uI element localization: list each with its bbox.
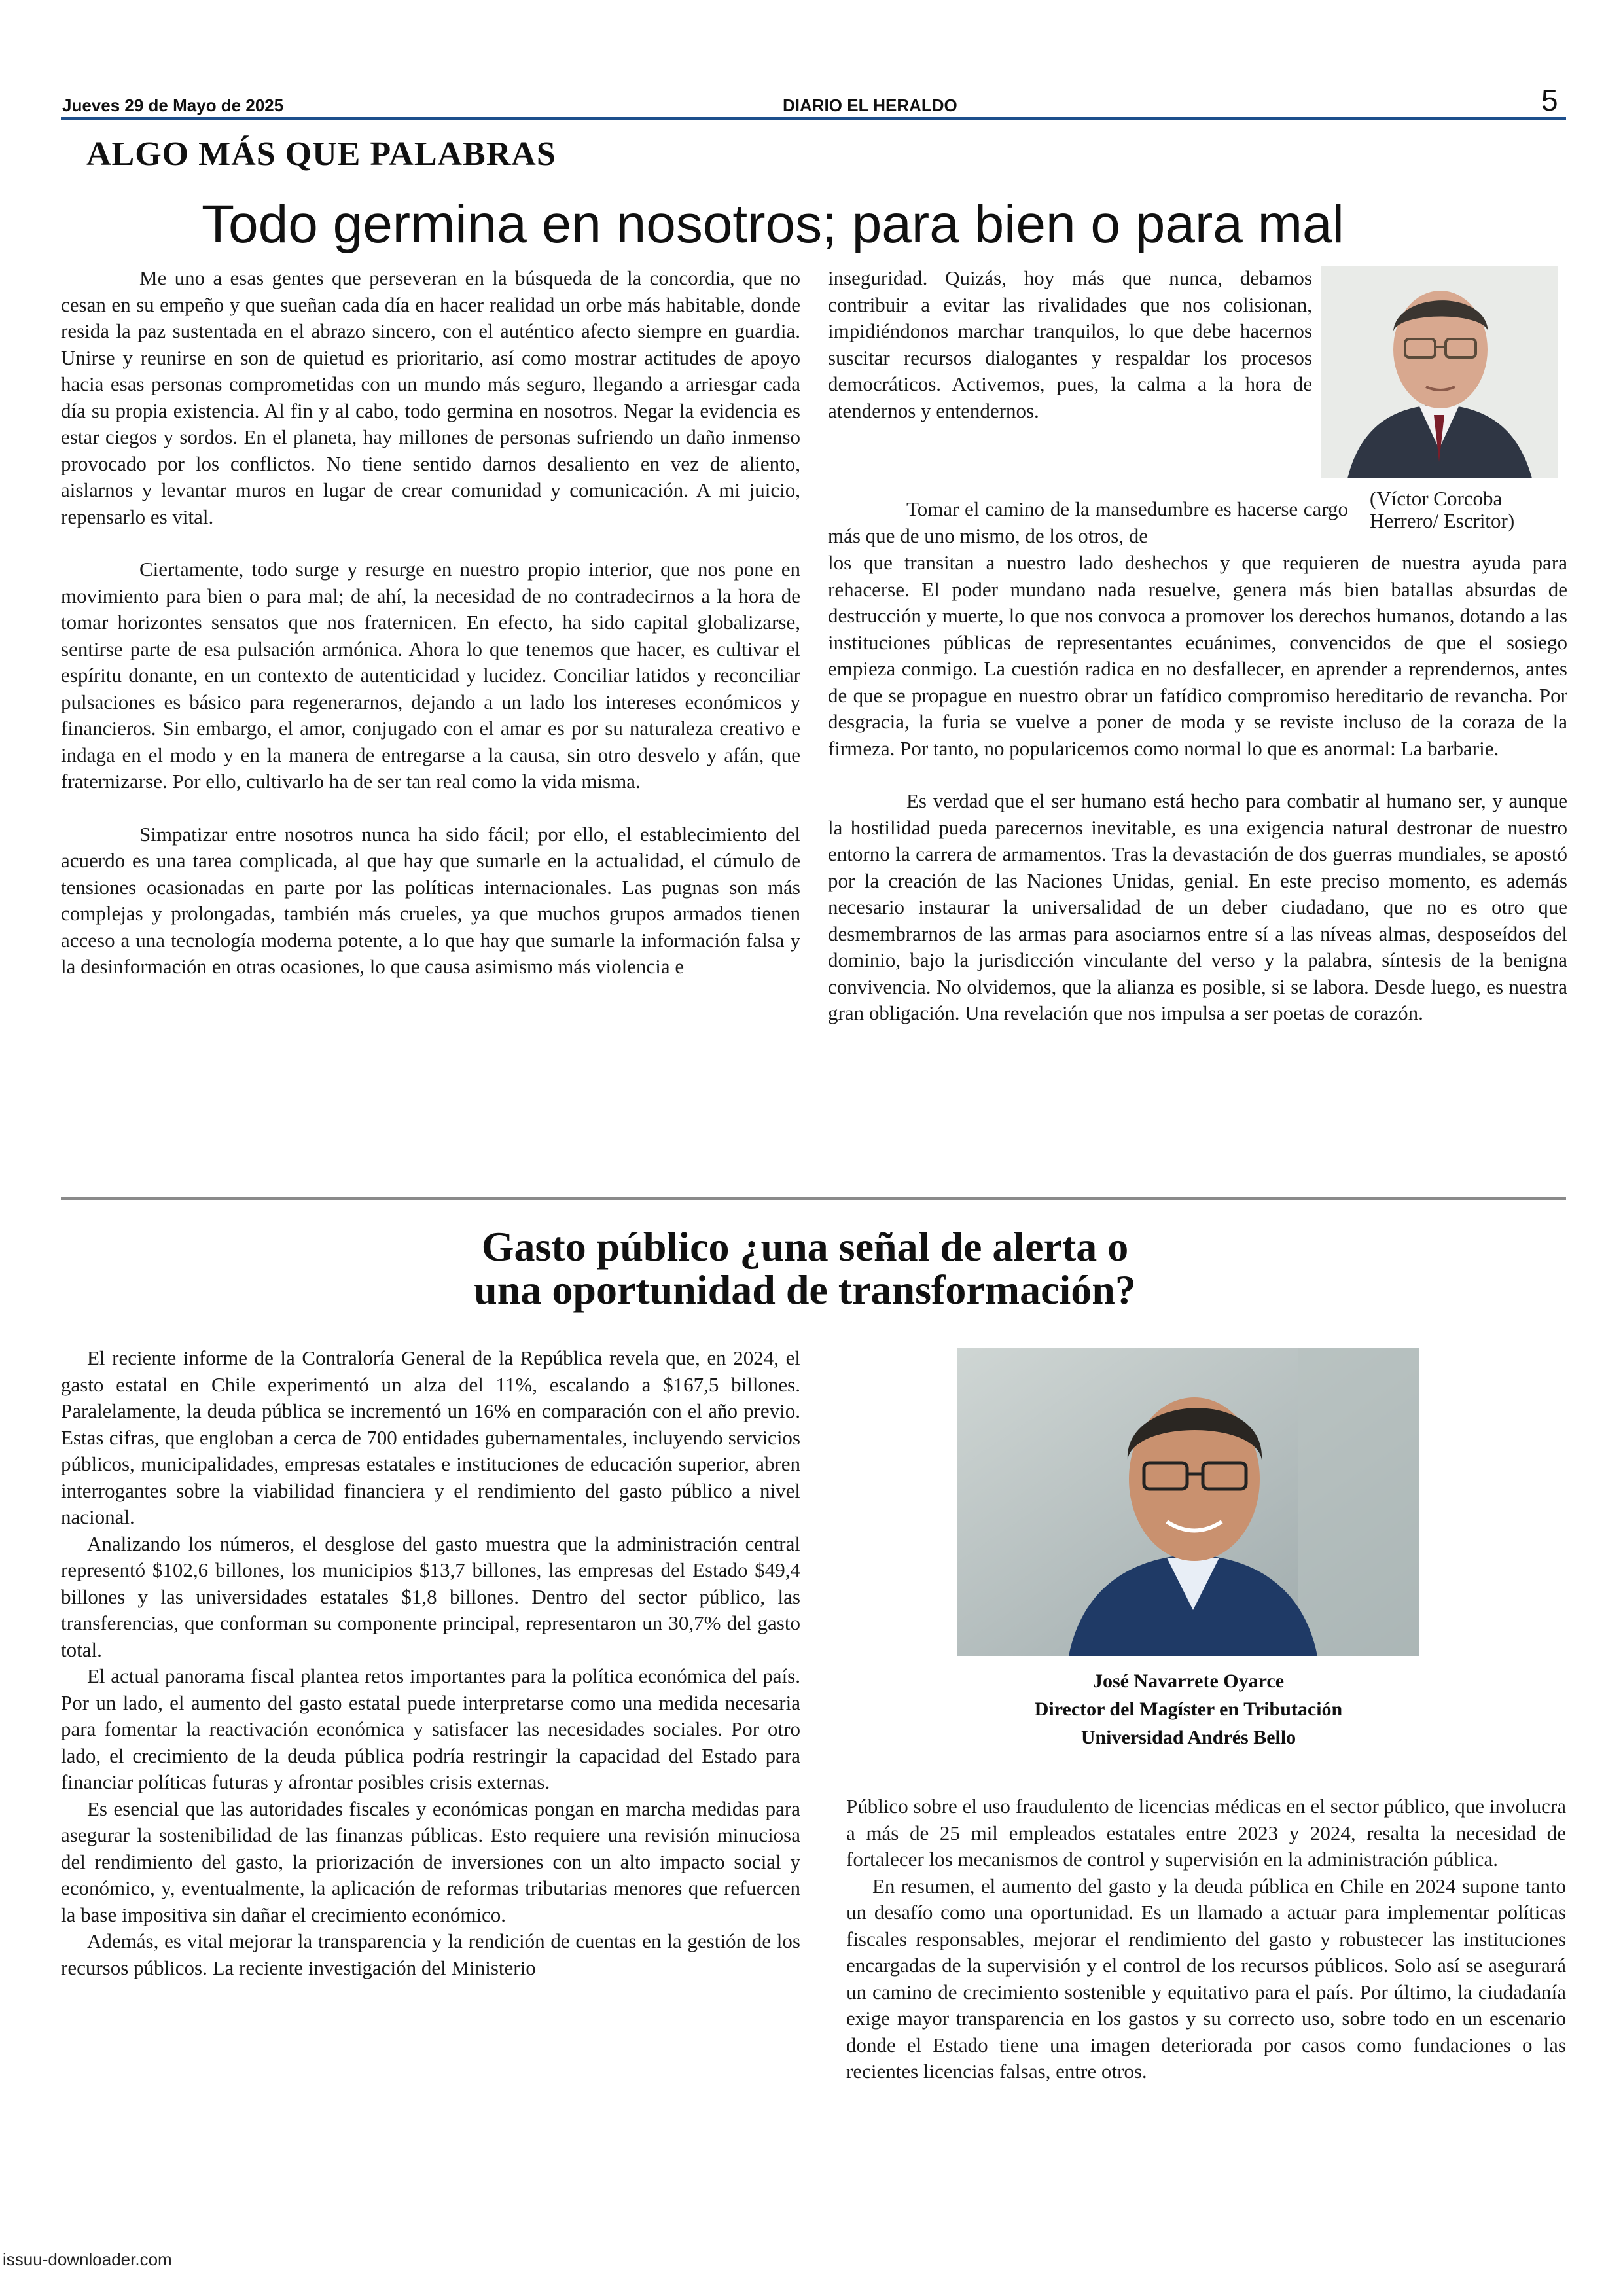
- article-divider: [61, 1197, 1566, 1200]
- header-rule: [61, 117, 1566, 120]
- paragraph: los que transitan a nuestro lado deshechos y que requieren de nuestra ayuda para rehacerse. El poder mundano nada resuelve, genera más bien batallas absurdas de destrucción y muerte, lo que nos convoca a promover los derechos humanos, dotando a las instituciones públicas de representantes ecuánimes, convencidos de que el sosiego empieza conmigo. La cuestión radica en no desfallecer, en aprender a reprendernos, antes de que se propague en nuestro obrar un fatídico compromiso hereditario de revancha. Por desgracia, la furia se vuelve a poner de moda y se reviste incluso de la coraza de la firmeza. Por tanto, no popularicemos como normal lo que es anormal: La barbarie.: [828, 551, 1567, 760]
- paragraph: Simpatizar entre nosotros nunca ha sido fácil; por ello, el establecimiento del acuerdo es una tarea complicada, al que hay que sumarle en la actualidad, el cúmulo de tensiones ocasionadas en parte por las políticas internacionales. Las pugnas son más complejas y prolongadas, también más crueles, ya que muchos grupos armados tienen acceso a una tecnología moderna potente, a lo que hay que sumarle la información falsa y la desinformación en otras ocasiones, lo que causa asimismo más violencia e: [61, 822, 800, 978]
- paragraph: Analizando los números, el desglose del gasto muestra que la administración central representó $102,6 billones, los municipios $13,7 billones, las empresas del Estado $49,4 billones y las universidades estatales $1,8 billones. Dentro del sector público, las transferencias, que conforman su componente principal, representaron un 30,7% del gasto total.: [61, 1532, 800, 1661]
- paragraph: Público sobre el uso fraudulento de licencias médicas en el sector público, que involucra a más de 25 mil empleados estatales entre 2023 y 2024, resalta la necesidad de fortalecer los mecanismos de control y supervisión en la administración pública.: [846, 1795, 1566, 1871]
- page-number: 5: [1541, 83, 1558, 117]
- article2-headline: [262, 1225, 1348, 1312]
- paragraph: inseguridad. Quizás, hoy más que nunca, debamos contribuir a evitar las rivalidades que nos colisionan, impidiéndonos marchar tranquilos, lo que debe hacernos suscitar recursos dialogantes y respaldar los procesos democráticos. Activemos, pues, la calma a la hora de atendernos y entendernos.: [828, 266, 1312, 422]
- author-title: Director del Magíster en Tributación: [1034, 1698, 1343, 1720]
- headline-line: Gasto público ¿una señal de alerta o: [481, 1223, 1129, 1270]
- paragraph: Ciertamente, todo surge y resurge en nuestro propio interior, que nos pone en movimiento para bien o para mal; de ahí, la necesidad de no contradecirnos a la hora de tomar horizontes sensatos que nos fraternicen. En efecto, ha sido capital globalizarse, sentirse parte de esa pulsación armónica. Ahora lo que tenemos que hacer, es cultivar el espíritu donante, en un contexto de autenticidad y lucidez. Conciliar latidos y reconciliar pulsaciones es básico para regenerarnos, dejando a un lado los intereses económicos y financieros. Sin embargo, el amor, conjugado con el amar es por su naturaleza creativo e indaga en el modo y en la manera de entregarse a la causa, sin otro desvelo y afán, que fraternizarse. Por ello, cultivarlo ha de ser tan real como la vida misma.: [61, 558, 800, 793]
- article1-headline: Todo germina en nosotros; para bien o para mal: [202, 194, 1344, 254]
- issue-date: Jueves 29 de Mayo de 2025: [62, 96, 284, 115]
- article2-left-column: [61, 1345, 800, 1981]
- article2-right-column: [846, 1793, 1566, 2085]
- paragraph: Tomar el camino de la mansedumbre es hacerse cargo más que de uno mismo, de los otros, de: [828, 497, 1348, 547]
- paragraph: El reciente informe de la Contraloría General de la República revela que, en 2024, el gasto estatal en Chile experimentó un alza del 11%, escalando a $167,5 billones. Paralelamente, la deuda pública se incrementó un 16% en comparación con el año previo. Estas cifras, que engloban a cerca de 700 entidades gubernamentales, incluyendo servicios públicos, municipalidades, empresas estatales e instituciones de educación superior, abren interrogantes sobre la viabilidad financiera y el rendimiento del gasto público a nivel nacional.: [61, 1346, 800, 1528]
- author2-caption: [957, 1667, 1419, 1751]
- author-name: José Navarrete Oyarce: [1092, 1670, 1285, 1692]
- author-photo-jose: [957, 1348, 1419, 1656]
- portrait-illustration: [957, 1348, 1419, 1656]
- paragraph: El actual panorama fiscal plantea retos importantes para la política económica del país. Por un lado, el aumento del gasto estatal puede interpretarse como una medida necesaria para fomentar la reactivación económica y satisfacer las necesidades sociales. Por otro lado, el crecimiento de la deuda pública podría restringir la capacidad del Estado para financiar políticas futuras y afrontar posibles crisis externas.: [61, 1664, 800, 1793]
- article1-right-mid-start: [828, 496, 1348, 549]
- section-title: ALGO MÁS QUE PALABRAS: [86, 135, 556, 173]
- watermark: issuu-downloader.com: [3, 2250, 172, 2269]
- article1-right-mid: [828, 550, 1567, 1027]
- headline-line: una oportunidad de transformación?: [474, 1266, 1136, 1313]
- portrait-illustration: [1321, 266, 1558, 478]
- article1-right-top: [828, 265, 1312, 424]
- paragraph: Es esencial que las autoridades fiscales y económicas pongan en marcha medidas para asegurar la sostenibilidad de las finanzas públicas. Esto requiere una revisión minuciosa del rendimiento del gasto, la priorización de inversiones con un alto impacto social y económico, y, eventualmente, la aplicación de reformas tributarias menores que refuercen la base impositiva sin dañar el crecimiento económico.: [61, 1797, 800, 1926]
- paragraph: Además, es vital mejorar la transparencia y la rendición de cuentas en la gestión de los recursos públicos. La reciente investigación del Ministerio: [61, 1929, 800, 1979]
- newspaper-name: DIARIO EL HERALDO: [783, 96, 957, 115]
- paragraph: Me uno a esas gentes que perseveran en la búsqueda de la concordia, que no cesan en su empeño y que sueñan cada día en hacer realidad un orbe más habitable, donde resida la paz sustentada en el abrazo sincero, con el auténtico afecto siempre en guardia. Unirse y reunirse en son de quietud es prioritario, así como mostrar actitudes de apoyo hacia esas personas comprometidas con un mundo más seguro, llegando a arriesgar cada día su propia existencia. Al fin y al cabo, todo germina en nosotros. Negar la evidencia es estar ciegos y sordos. En el planeta, hay millones de personas sufriendo un daño inmenso provocado por los conflictos. No tiene sentido darnos desaliento en vez de aliento, aislarnos y levantar muros en lugar de crear comunidad y comunicación. A mi juicio, repensarlo es vital.: [61, 266, 800, 528]
- author-caption: (Víctor Corcoba Herrero/ Escritor): [1370, 487, 1515, 532]
- article1-left-column: [61, 265, 800, 980]
- author-org: Universidad Andrés Bello: [1080, 1727, 1296, 1748]
- paragraph: Es verdad que el ser humano está hecho para combatir al humano ser, y aunque la hostilidad pueda parecernos inevitable, es una exigencia natural destronar de nuestro entorno la carrera de armamentos. Tras la devastación de dos guerras mundiales, se apostó por la creación de las Naciones Unidas, genial. En este preciso momento, es además necesario instaurar la universalidad de un deber ciudadano, que no es otro que desmembrarnos de las armas para asociarnos entre sí a las níveas almas, desposeídos del dominio, bajo la jurisdicción vinculante del verso y la palabra, síntesis de la benigna convivencia. No olvidemos, que la alianza es posible, si se labora. Desde luego, es nuestra gran obligación. Una revelación que nos impulsa a ser poetas de corazón.: [828, 789, 1567, 1024]
- paragraph: En resumen, el aumento del gasto y la deuda pública en Chile en 2024 supone tanto un desafío como una oportunidad. Es un llamado a actuar para implementar políticas fiscales responsables, mejorar el rendimiento del gasto y robustecer las instituciones encargadas de la supervisión y el control de los recursos públicos. Solo así se asegurará un camino de crecimiento sostenible y equitativo para el país. Por último, la ciudadanía exige mayor transparencia en los gastos y su correcto uso, sobre todo en un escenario donde el Estado tiene una imagen deteriorada por casos como fundaciones o las recientes licencias falsas, entre otros.: [846, 1874, 1566, 2083]
- author-photo-victor: [1321, 266, 1558, 478]
